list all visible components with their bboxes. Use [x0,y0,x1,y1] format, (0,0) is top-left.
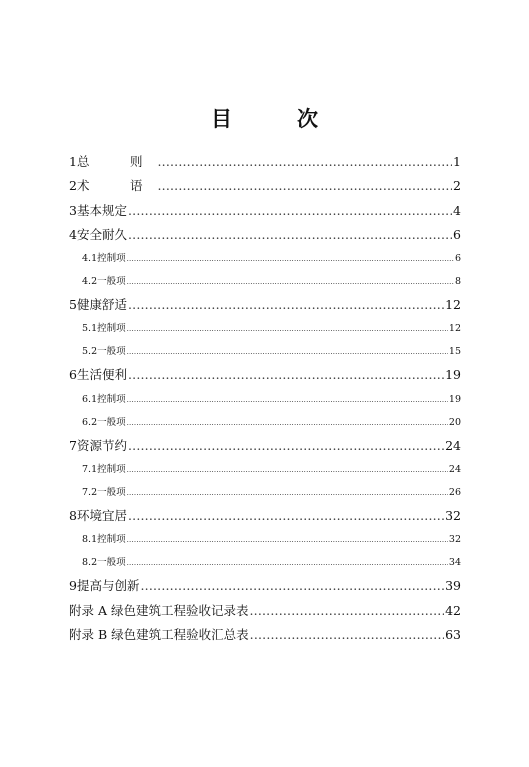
toc-entry-number: 6.1 [82,393,98,405]
toc-entry-number: 5.1 [82,323,98,335]
toc-leader-dots [127,411,448,435]
toc-entry-label: 术 语 [76,178,157,194]
toc-leader-dots [128,199,452,223]
toc-entry-number: 5.2 [82,346,98,358]
toc-entry-3[interactable] [69,199,461,223]
toc-entry-8-2[interactable] [69,551,461,574]
toc-entry-label: 安全耐久 [76,226,127,242]
toc-entry-page: 24 [448,464,461,476]
toc-entry-page: 32 [445,508,461,524]
toc-entry-appendix-b[interactable] [69,623,461,647]
toc-entry-label: 一般项 [97,416,126,428]
toc-leader-dots [128,363,444,387]
toc-entry-label: 控制项 [97,253,126,265]
toc-entry-page: 63 [445,626,461,642]
toc-leader-dots [127,317,448,341]
toc-entry-number: 2 [69,178,77,194]
toc-entry-number: 8.2 [82,557,98,569]
toc-entry-9[interactable] [69,574,461,598]
toc-entry-page: 15 [448,346,461,358]
toc-entry-label: 附录 B 绿色建筑工程验收汇总表 [69,626,249,642]
toc-entry-number: 4 [69,226,77,242]
toc-entry-number: 7 [69,437,77,453]
toc-entry-page: 1 [453,154,461,169]
toc-entry-page: 26 [448,487,461,499]
toc-entry-1[interactable] [69,150,461,174]
toc-leader-dots [250,623,444,647]
toc-entry-page: 24 [445,437,461,453]
toc-entry-label: 控制项 [97,464,126,476]
toc-entry-page: 20 [448,416,461,428]
toc-leader-dots [127,528,448,552]
page-title: 目 次 [211,106,340,131]
toc-leader-dots [128,434,444,458]
toc-entry-6[interactable] [69,363,461,387]
toc-leader-dots [127,270,454,294]
toc-entry-number: 1 [69,154,77,169]
toc-entry-page: 34 [448,557,461,569]
toc-entry-page: 4 [453,202,461,218]
toc-leader-dots [128,504,444,528]
toc-entry-8-1[interactable] [69,528,461,551]
toc-entry-7[interactable] [69,434,461,458]
toc-entry-label: 一般项 [97,276,126,288]
toc-entry-7-1[interactable] [69,458,461,481]
toc-entry-label: 健康舒适 [76,297,127,313]
toc-entry-8[interactable] [69,504,461,528]
toc-entry-appendix-a[interactable] [69,599,461,623]
toc-entry-6-2[interactable] [69,411,461,434]
toc-entry-number: 5 [69,297,77,313]
toc-entry-number: 4.2 [82,276,98,288]
toc-entry-2[interactable] [69,174,461,198]
toc-entry-4-1[interactable] [69,247,461,270]
toc-entry-label: 附录 A 绿色建筑工程验收记录表 [69,602,249,618]
toc-entry-7-2[interactable] [69,481,461,504]
toc-entry-4-2[interactable] [69,270,461,293]
toc-entry-page: 32 [448,534,461,546]
toc-entry-number: 8.1 [82,534,98,546]
toc-entry-label: 基本规定 [76,202,127,218]
toc-entry-number: 3 [69,202,77,218]
toc-entry-page: 42 [445,602,461,618]
toc-leader-dots [127,388,448,412]
toc-entry-number: 6 [69,367,77,383]
toc-leader-dots [157,150,452,174]
toc-entry-number: 4.1 [82,253,98,265]
toc-entry-label: 提高与创新 [76,578,140,594]
toc-entry-5-2[interactable] [69,340,461,363]
table-of-contents [69,150,461,647]
toc-entry-number: 8 [69,508,77,524]
toc-entry-page: 6 [453,226,461,242]
toc-entry-label: 一般项 [97,487,126,499]
toc-entry-number: 9 [69,578,77,594]
toc-entry-number: 7.1 [82,464,98,476]
toc-entry-number: 7.2 [82,487,98,499]
toc-entry-label: 总 则 [76,154,157,169]
toc-entry-page: 8 [454,276,461,288]
toc-leader-dots [157,174,452,198]
toc-entry-label: 控制项 [97,323,126,335]
toc-entry-page: 12 [448,323,461,335]
toc-entry-label: 生活便利 [76,367,127,383]
toc-entry-label: 一般项 [97,346,126,358]
toc-entry-4[interactable] [69,223,461,247]
toc-leader-dots [128,293,444,317]
toc-entry-label: 资源节约 [76,437,127,453]
toc-entry-page: 39 [445,578,461,594]
toc-entry-label: 一般项 [97,557,126,569]
toc-leader-dots [127,551,448,575]
toc-entry-label: 环境宜居 [76,508,127,524]
toc-entry-page: 12 [445,297,461,313]
toc-leader-dots [140,574,444,598]
toc-leader-dots [127,458,448,482]
toc-entry-5-1[interactable] [69,317,461,340]
toc-leader-dots [127,340,448,364]
toc-entry-page: 2 [453,178,461,194]
toc-leader-dots [249,599,444,623]
toc-entry-label: 控制项 [97,534,126,546]
toc-entry-label: 控制项 [97,393,126,405]
toc-entry-5[interactable] [69,293,461,317]
toc-entry-page: 19 [448,393,461,405]
toc-entry-number: 6.2 [82,416,98,428]
toc-leader-dots [127,247,454,271]
toc-entry-6-1[interactable] [69,388,461,411]
toc-leader-dots [127,481,448,505]
toc-leader-dots [128,223,452,247]
toc-entry-page: 6 [454,253,461,265]
toc-entry-page: 19 [445,367,461,383]
